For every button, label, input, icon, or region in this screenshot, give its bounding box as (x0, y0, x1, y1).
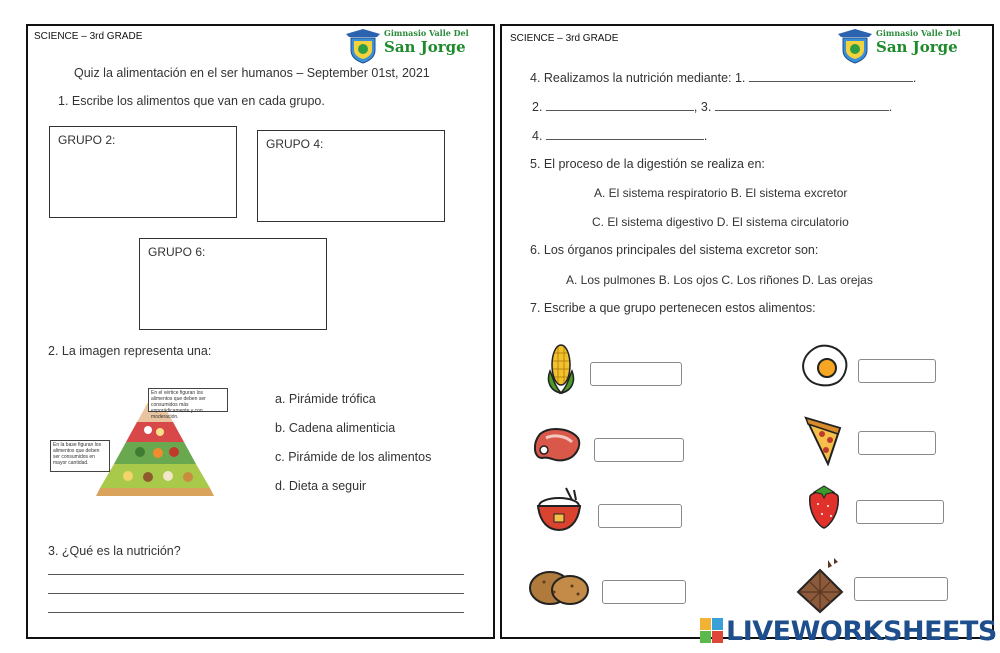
q4-item-2-label: 2. (532, 100, 543, 114)
question-4-row-2: 2. , 3. . (532, 100, 893, 114)
corn-answer-input[interactable] (590, 362, 682, 386)
q6-options: A. Los pulmones B. Los ojos C. Los riñones D. Las orejas (566, 273, 873, 287)
page-header: SCIENCE – 3rd GRADE (510, 33, 619, 44)
chocolate-answer-input[interactable] (854, 577, 948, 601)
question-4-text: 4. Realizamos la nutrición mediante: 1. (530, 71, 746, 85)
group-4-box[interactable] (257, 130, 445, 222)
q4-blank-3[interactable] (715, 109, 889, 111)
pizza-answer-input[interactable] (858, 431, 936, 455)
logo-text-top: Gimnasio Valle Del (876, 28, 961, 38)
food-pyramid-image (48, 382, 218, 508)
question-3: 3. ¿Qué es la nutrición? (48, 544, 181, 558)
quiz-title: Quiz la alimentación en el ser humanos – September 01st, 2021 (74, 66, 430, 80)
rice-bowl-icon (534, 486, 584, 534)
worksheet-page-right (500, 24, 994, 639)
logo-text-top: Gimnasio Valle Del (384, 28, 469, 38)
q2-option-b: b. Cadena alimenticia (275, 421, 396, 435)
q2-option-c: c. Pirámide de los alimentos (275, 450, 432, 464)
steak-icon (532, 424, 584, 466)
q5-options-row-1: A. El sistema respiratorio B. El sistema excretor (594, 186, 848, 200)
q2-option-d: d. Dieta a seguir (275, 479, 367, 493)
answer-line-1[interactable] (48, 574, 464, 575)
school-crest-icon (344, 28, 382, 64)
liveworksheets-watermark (700, 614, 996, 648)
answer-line-3[interactable] (48, 612, 464, 613)
question-1: 1. Escribe los alimentos que van en cada grupo. (58, 94, 325, 108)
potato-answer-input[interactable] (602, 580, 686, 604)
q4-blank-2[interactable] (546, 109, 694, 111)
egg-answer-input[interactable] (858, 359, 936, 383)
group-6-label: GRUPO 6: (148, 245, 206, 259)
q4-blank-1[interactable] (749, 80, 913, 82)
question-6: 6. Los órganos principales del sistema excretor son: (530, 243, 819, 257)
group-2-box[interactable] (49, 126, 237, 218)
fried-egg-icon (800, 342, 850, 388)
school-logo (836, 28, 986, 64)
steak-answer-input[interactable] (594, 438, 684, 462)
strawberry-icon (804, 482, 844, 530)
logo-text-main: San Jorge (876, 38, 958, 56)
pyramid-note-base: En la base figuran los alimentos que deben ser consumidos en mayor cantidad. (50, 440, 110, 472)
q4-item-3-label: 3. (700, 100, 712, 114)
q5-options-row-2: C. El sistema digestivo D. El sistema circulatorio (592, 215, 849, 229)
question-4: 4. Realizamos la nutrición mediante: 1. . (530, 71, 917, 85)
question-5: 5. El proceso de la digestión se realiza en: (530, 157, 765, 171)
question-7: 7. Escribe a que grupo pertenecen estos alimentos: (530, 301, 816, 315)
strawberry-answer-input[interactable] (856, 500, 944, 524)
liveworksheets-logo-icon (700, 618, 724, 644)
potato-icon (526, 566, 592, 610)
group-4-label: GRUPO 4: (266, 137, 324, 151)
group-6-box[interactable] (139, 238, 327, 330)
answer-line-2[interactable] (48, 593, 464, 594)
school-logo (344, 28, 494, 64)
question-4-row-3: 4. . (532, 129, 708, 143)
chocolate-bar-icon (794, 556, 846, 614)
pizza-slice-icon (802, 412, 844, 466)
q4-item-4-label: 4. (532, 129, 543, 143)
logo-text-main: San Jorge (384, 38, 466, 56)
rice-answer-input[interactable] (598, 504, 682, 528)
q4-blank-4[interactable] (546, 138, 704, 140)
corn-icon (544, 341, 578, 395)
group-2-label: GRUPO 2: (58, 133, 116, 147)
school-crest-icon (836, 28, 874, 64)
page-header: SCIENCE – 3rd GRADE (34, 31, 143, 42)
question-2: 2. La imagen representa una: (48, 344, 212, 358)
pyramid-note-top: En el vértice figuran los alimentos que deben ser consumidos más esporádicamente y con moderación. (148, 388, 228, 412)
watermark-text: LIVEWORKSHEETS (726, 616, 997, 647)
worksheet-page-left (26, 24, 495, 639)
q2-option-a: a. Pirámide trófica (275, 392, 376, 406)
